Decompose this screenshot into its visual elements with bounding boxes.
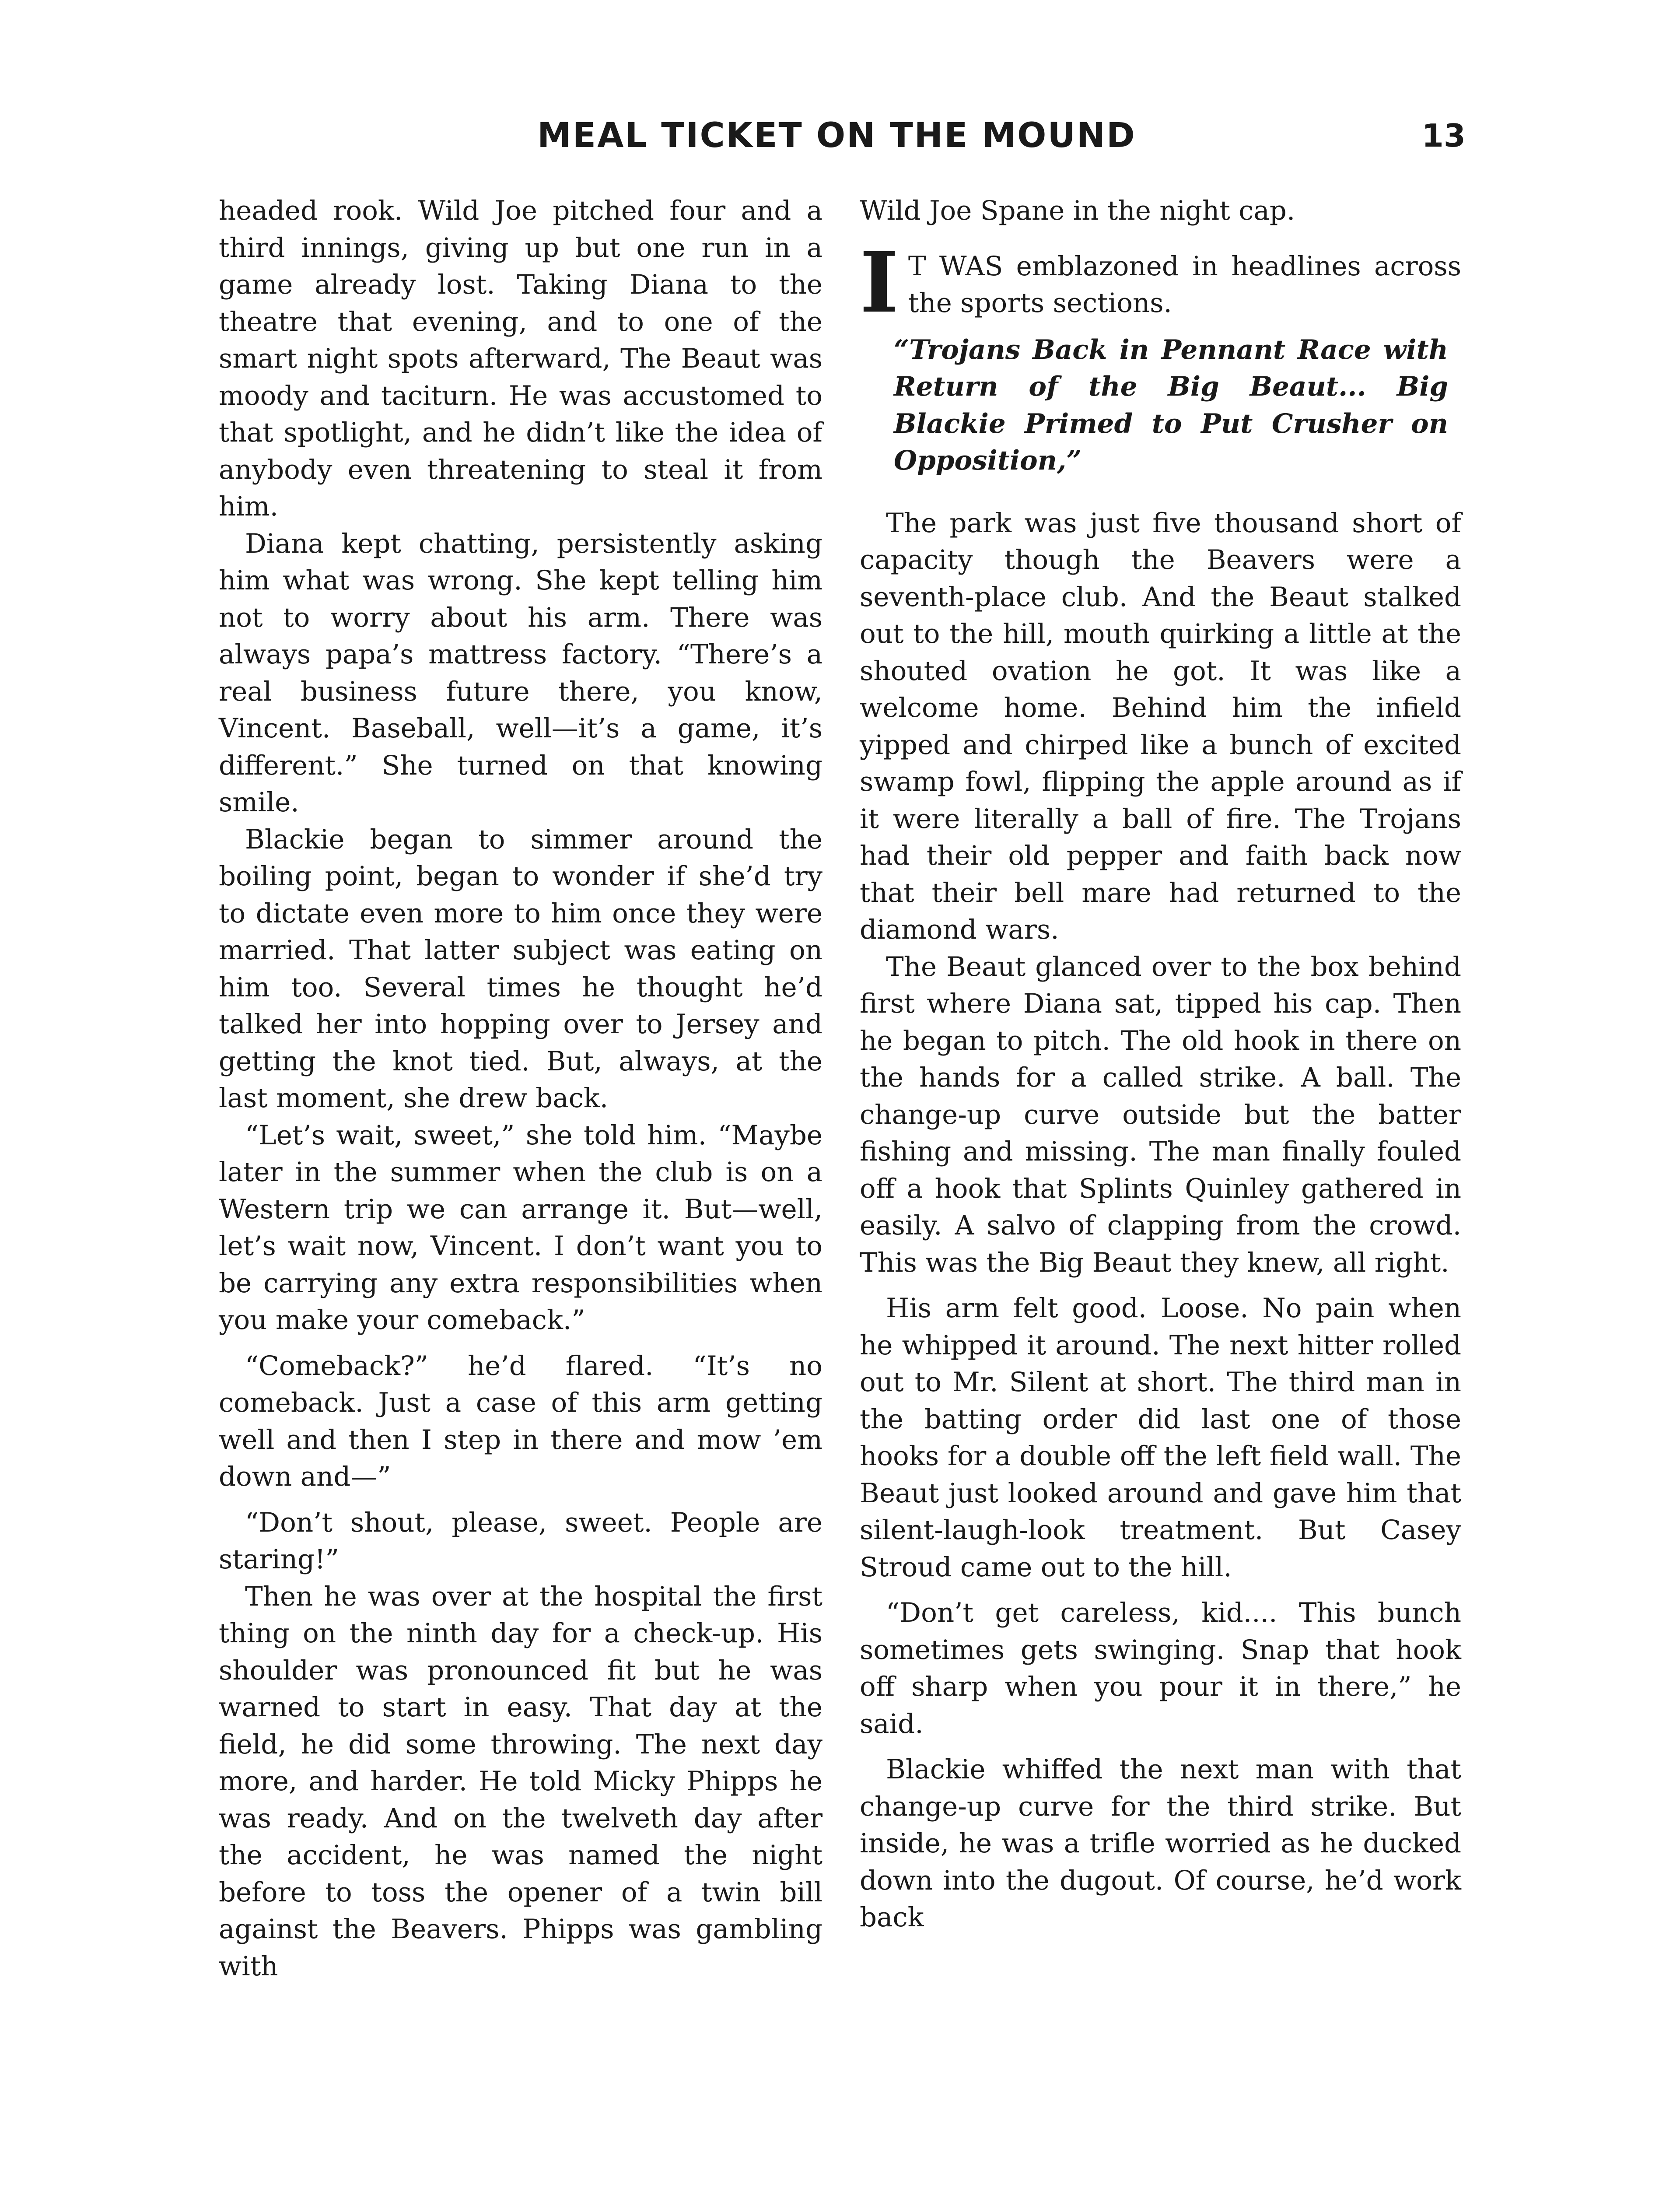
page-number: 13 bbox=[1421, 117, 1466, 154]
paragraph: Diana kept chatting, persistently asking him what was wrong. She kept telling him not to worry about his arm. There was always papa’s mattress factory. “There’s a real business future there, you know, Vincent. Baseball, well—it’s a game, it’s different.” She turned on that knowing smile. bbox=[219, 528, 822, 818]
section-opening bbox=[860, 233, 1461, 331]
running-title: MEAL TICKET ON THE MOUND bbox=[537, 116, 1136, 155]
paragraph: Blackie whiffed the next man with that change-up curve for the third strike. But inside, he was a trifle worried as he ducked down into the dugout. Of course, he’d work back bbox=[860, 1754, 1461, 1933]
paragraph: The Beaut glanced over to the box behind first where Diana sat, tipped his cap. Then he began to pitch. The old hook in there on the hands for a called strike. A ball. The change-up curve outside but the batter fishing and missing. The man finally fouled off a hook that Splints Quinley gathered in easily. A salvo of clapping from the crowd. This was the Big Beaut they knew, all right. bbox=[860, 951, 1461, 1278]
paragraph-continuation: Wild Joe Spane in the night cap. bbox=[860, 195, 1295, 226]
paragraph: His arm felt good. Loose. No pain when he whipped it around. The next hitter rolled out to Mr. Silent at short. The third man in the batting order did last one of those hooks for a double off the left field wall. The Beaut just looked around and gave him that silent-laugh-look treatment. But Casey Stroud came out to the hill. bbox=[860, 1293, 1461, 1583]
paragraph: “Let’s wait, sweet,” she told him. “Maybe later in the summer when the club is on a Western trip we can arrange it. But—well, let’s wait now, Vincent. I don’t want you to be carrying any extra responsibilities when you make your comeback.” bbox=[219, 1119, 822, 1336]
paragraph: The park was just five thousand short of capacity though the Beavers were a seventh-place club. And the Beaut stalked out to the hill, mouth quirking a little at the shouted ovation he got. It was like a welcome home. Behind him the infield yipped and chirped like a bunch of excited swamp fowl, flipping the apple around as if it were literally a ball of fire. The Trojans had their old pepper and faith back now that their bell mare had returned to the diamond wars. bbox=[860, 507, 1461, 945]
paragraph: Then he was over at the hospital the first thing on the ninth day for a check-up. His shoulder was pronounced fit but he was warned to start in easy. That day at the field, he did some throwing. The next day more, and harder. He told Micky Phipps he was ready. And on the twelveth day after the accident, he was named the night before to toss the opener of a twin bill against the Beavers. Phipps was gambling with bbox=[219, 1581, 822, 1982]
paragraph: headed rook. Wild Joe pitched four and a third innings, giving up but one run in a game already lost. Taking Diana to the theatre that evening, and to one of the smart night spots afterward, The Beaut was moody and taciturn. He was accustomed to that spotlight, and he didn’t like the idea of anybody even threatening to steal it from him. bbox=[219, 195, 822, 522]
right-column bbox=[860, 193, 1461, 1936]
paragraph: “Don’t shout, please, sweet. People are staring!” bbox=[219, 1507, 822, 1575]
headline-quote: “Trojans Back in Pennant Race with Return of the Big Beaut... Big Blackie Primed to Put Crusher on Opposition,” bbox=[894, 334, 1448, 476]
paragraph: Blackie began to simmer around the boiling point, began to wonder if she’d try to dictate even more to him once they were married. That latter subject was eating on him too. Several times he thought he’d talked her into hopping over to Jersey and getting the knot tied. But, always, at the last moment, she drew back. bbox=[219, 824, 822, 1114]
paragraph: “Comeback?” he’d flared. “It’s no comeback. Just a case of this arm getting well and then I step in there and mow ’em down and—” bbox=[219, 1350, 822, 1492]
left-column bbox=[219, 193, 822, 1985]
paragraph: “Don’t get careless, kid.... This bunch sometimes gets swinging. Snap that hook off sharp when you pour it in there,” he said. bbox=[860, 1597, 1461, 1739]
section-opening-text: T WAS emblazoned in headlines across the sports sections. bbox=[908, 250, 1461, 319]
drop-cap: I bbox=[860, 233, 899, 331]
running-header bbox=[208, 112, 1466, 160]
